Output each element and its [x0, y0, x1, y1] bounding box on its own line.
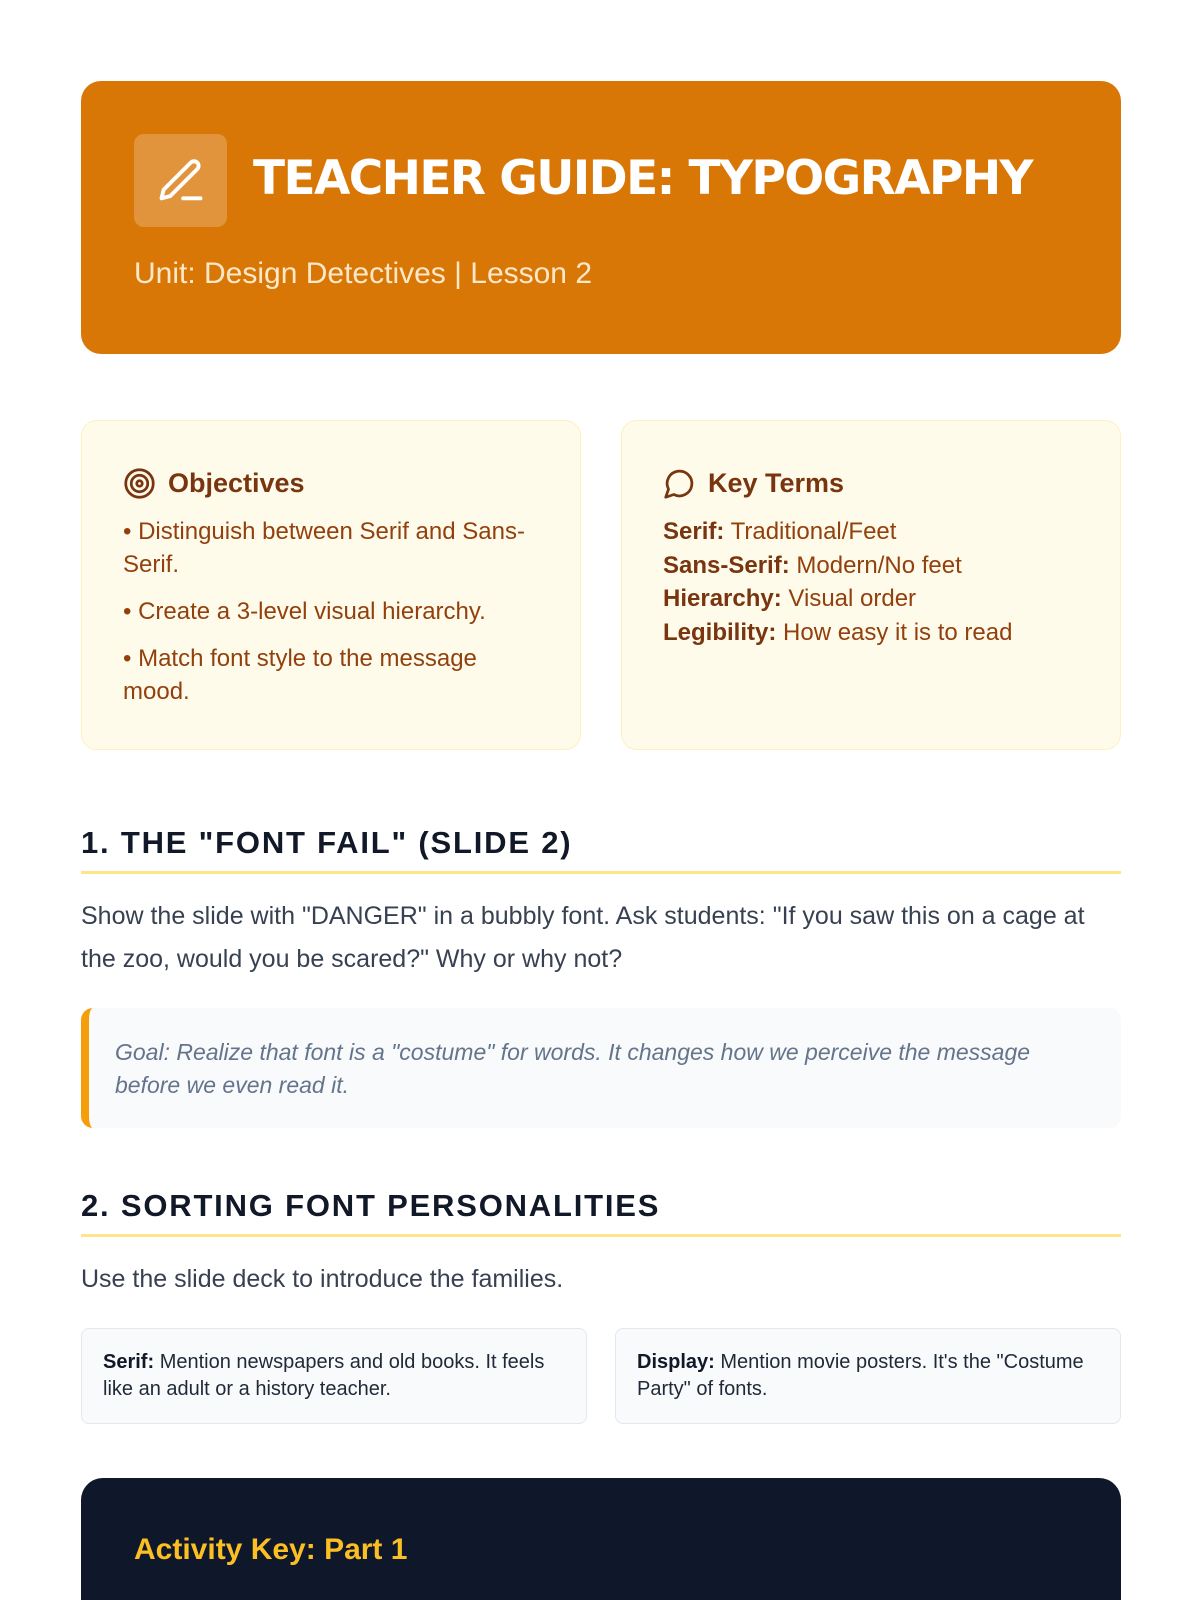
display-note-text: Mention movie posters. It's the "Costume Party" of fonts. — [637, 1351, 1084, 1400]
key-terms-heading-label: Key Terms — [708, 468, 845, 498]
term-definition: How easy it is to read — [783, 618, 1013, 646]
section-1-body: Show the slide with "DANGER" in a bubbly font. Ask students: "If you saw this on a cage at the zoo, would you be scared?" Why or why not? — [81, 902, 1085, 973]
term-name: Serif: — [663, 518, 725, 545]
term-definition: Visual order — [788, 585, 917, 612]
term-definition: Modern/No feet — [796, 551, 962, 579]
term-name: Sans-Serif: — [663, 551, 790, 579]
term-row — [663, 549, 1093, 583]
activity-key-title: Activity Key: Part 1 — [134, 1533, 408, 1566]
objectives-heading-label: Objectives — [168, 468, 305, 498]
list-item: • Match font style to the message mood. — [123, 645, 477, 705]
display-note-label: Display: — [637, 1351, 715, 1373]
section-2-title: 2. SORTING FONT PERSONALITIES — [81, 1188, 661, 1223]
term-row — [663, 616, 1093, 650]
key-terms-list — [663, 515, 1093, 649]
goal-callout — [81, 1008, 1121, 1128]
page-title: TEACHER GUIDE: TYPOGRAPHY — [253, 151, 1032, 206]
serif-note-label: Serif: — [103, 1351, 155, 1373]
objectives-card — [81, 420, 581, 750]
objectives-list — [123, 515, 543, 722]
goal-text: Goal: Realize that font is a "costume" for words. It changes how we perceive the message before we even read it. — [115, 1039, 1031, 1098]
term-row — [663, 582, 1093, 616]
section-divider — [81, 871, 1121, 874]
key-terms-card — [621, 420, 1121, 750]
objectives-heading — [123, 465, 305, 501]
header-banner — [81, 81, 1121, 354]
target-icon — [123, 467, 156, 500]
key-terms-heading — [663, 465, 844, 501]
section-1-title: 1. THE "FONT FAIL" (SLIDE 2) — [81, 825, 573, 860]
page-subtitle: Unit: Design Detectives | Lesson 2 — [134, 257, 593, 290]
activity-key-panel — [81, 1478, 1121, 1600]
serif-note-text: Mention newspapers and old books. It feels like an adult or a history teacher. — [103, 1351, 545, 1400]
section-divider — [81, 1234, 1121, 1237]
term-definition: Traditional/Feet — [730, 518, 897, 545]
speech-bubble-icon — [663, 467, 696, 500]
display-note-card — [615, 1328, 1121, 1424]
term-name: Legibility: — [663, 618, 777, 646]
serif-note-card — [81, 1328, 587, 1424]
list-item: • Distinguish between Serif and Sans-Serif. — [123, 518, 525, 578]
list-item: • Create a 3-level visual hierarchy. — [123, 598, 486, 625]
pencil-icon — [134, 134, 227, 227]
term-name: Hierarchy: — [663, 585, 782, 612]
term-row — [663, 515, 1093, 549]
section-2-body: Use the slide deck to introduce the families. — [81, 1265, 564, 1293]
